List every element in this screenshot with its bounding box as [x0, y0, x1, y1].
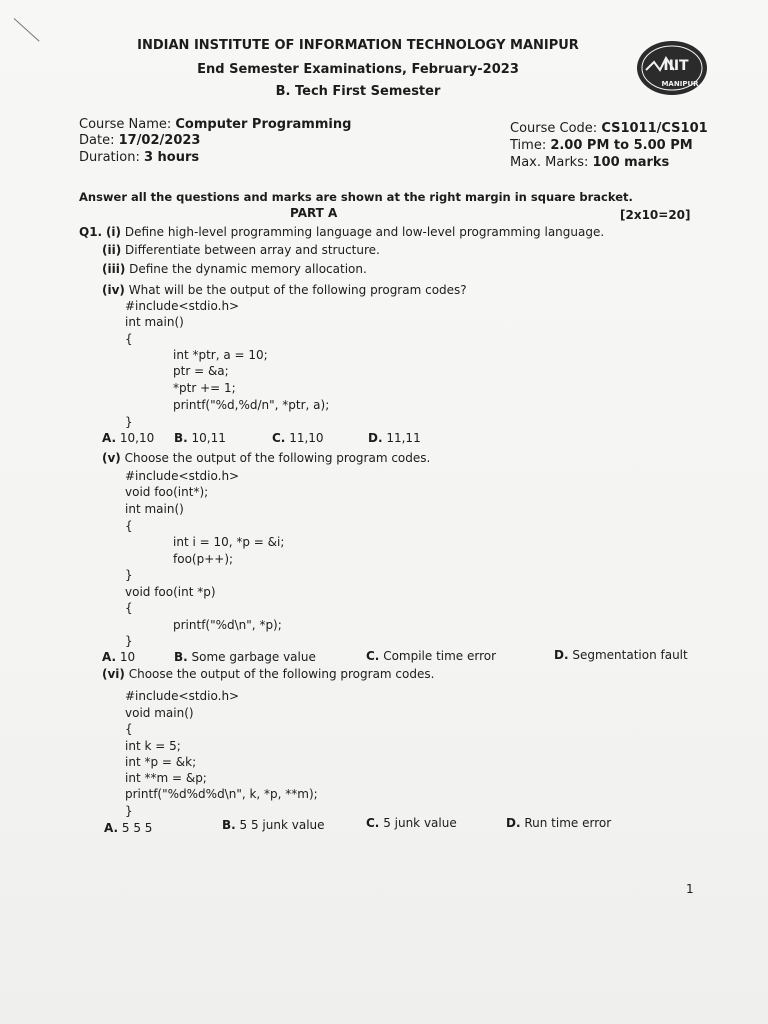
code-line: {: [125, 519, 133, 533]
option-label: A.: [102, 650, 117, 664]
sub-question-number: (iii): [102, 262, 126, 276]
code-line: }: [125, 568, 133, 582]
question-1-i: [79, 225, 604, 239]
code-line: }: [125, 634, 133, 648]
max-marks-row: [510, 155, 669, 170]
code-line: {: [125, 601, 133, 615]
option-d: [506, 816, 611, 830]
page-number: 1: [686, 882, 694, 896]
code-line: int **m = &p;: [125, 771, 207, 785]
max-marks-label: Max. Marks:: [510, 155, 593, 170]
code-line: int *p = &k;: [125, 755, 197, 769]
sub-question-text: Choose the output of the following program codes.: [120, 451, 431, 465]
option-label: A.: [102, 431, 117, 445]
code-line: int main(): [125, 315, 184, 329]
code-line: printf("%d\n", *p);: [173, 618, 282, 632]
option-b: [174, 650, 316, 664]
code-line: ptr = &a;: [173, 364, 229, 378]
option-c: [272, 431, 324, 445]
code-line: int main(): [125, 502, 184, 516]
code-line: foo(p++);: [173, 552, 234, 566]
date-label: Date:: [79, 133, 119, 148]
option-label: C.: [366, 816, 380, 830]
sub-question-text: Define high-level programming language and low-level programming language.: [121, 225, 605, 239]
option-text: 5 junk value: [379, 816, 457, 830]
semester-title: B. Tech First Semester: [275, 84, 441, 99]
sub-question-text: Define the dynamic memory allocation.: [125, 262, 367, 276]
course-code-value: CS1011/CS101: [601, 121, 708, 136]
instructions: Answer all the questions and marks are shown at the right margin in square bracket.: [79, 190, 633, 204]
course-name-row: [79, 117, 351, 132]
option-d: [368, 431, 421, 445]
option-text: 10,10: [116, 431, 155, 445]
code-line: void foo(int *p): [125, 585, 216, 599]
option-b: [222, 818, 325, 832]
time-row: [510, 138, 693, 153]
part-marks: [2x10=20]: [620, 208, 691, 222]
code-line: {: [125, 722, 133, 736]
option-label: B.: [174, 650, 188, 664]
logo-text-bottom: MANIPUR: [661, 80, 699, 88]
question-number: Q1.: [79, 225, 103, 239]
course-name-value: Computer Programming: [175, 117, 352, 132]
option-text: 5 5 junk value: [235, 818, 325, 832]
sub-question-number: (iv): [102, 283, 125, 297]
code-line: }: [125, 804, 133, 818]
code-line: int *ptr, a = 10;: [173, 348, 268, 362]
time-label: Time:: [510, 138, 551, 153]
question-1-ii: [102, 243, 380, 257]
code-line: int k = 5;: [125, 739, 181, 753]
option-a: [102, 650, 135, 664]
question-1-vi: [102, 667, 434, 681]
code-line: void main(): [125, 706, 194, 720]
option-label: C.: [366, 649, 380, 663]
option-text: Run time error: [520, 816, 612, 830]
option-text: 11,11: [382, 431, 421, 445]
option-a: [104, 821, 152, 835]
course-code-label: Course Code:: [510, 121, 602, 136]
code-line: printf("%d%d%d\n", k, *p, **m);: [125, 787, 318, 801]
sub-question-number: (ii): [102, 243, 122, 257]
code-line: *ptr += 1;: [173, 381, 236, 395]
option-label: D.: [506, 816, 521, 830]
code-line: }: [125, 415, 133, 429]
option-d: [554, 648, 688, 662]
option-label: C.: [272, 431, 286, 445]
sub-question-text: Differentiate between array and structure.: [121, 243, 380, 257]
option-text: Segmentation fault: [568, 648, 688, 662]
sub-question-text: Choose the output of the following program codes.: [124, 667, 435, 681]
logo-text-top: IIIT: [663, 58, 689, 74]
option-label: B.: [174, 431, 188, 445]
sub-question-number: (i): [105, 225, 122, 239]
question-1-iv: [102, 283, 467, 297]
option-c: [366, 649, 496, 663]
sub-question-text: What will be the output of the following program codes?: [124, 283, 467, 297]
question-1-v: [102, 451, 430, 465]
course-code-row: [510, 121, 708, 136]
sub-question-number: (vi): [102, 667, 125, 681]
date-value: 17/02/2023: [118, 133, 201, 148]
date-row: [79, 133, 200, 148]
option-text: Some garbage value: [187, 650, 316, 664]
max-marks-value: 100 marks: [592, 155, 670, 170]
sub-question-number: (v): [102, 451, 121, 465]
code-line: #include<stdio.h>: [125, 689, 240, 703]
duration-label: Duration:: [79, 150, 144, 165]
duration-value: 3 hours: [143, 150, 200, 165]
option-label: D.: [554, 648, 569, 662]
option-a: [102, 431, 154, 445]
option-label: B.: [222, 818, 236, 832]
question-1-iii: [102, 262, 367, 276]
course-name-label: Course Name:: [79, 117, 176, 132]
option-text: 10: [116, 650, 136, 664]
option-text: 5 5 5: [118, 821, 153, 835]
option-label: A.: [104, 821, 119, 835]
option-c: [366, 816, 457, 830]
option-b: [174, 431, 226, 445]
option-label: D.: [368, 431, 383, 445]
code-line: int i = 10, *p = &i;: [173, 535, 285, 549]
option-text: 10,11: [187, 431, 226, 445]
option-text: 11,10: [285, 431, 324, 445]
time-value: 2.00 PM to 5.00 PM: [550, 138, 693, 153]
institute-name: INDIAN INSTITUTE OF INFORMATION TECHNOLOGY MANIPUR: [137, 38, 579, 53]
option-text: Compile time error: [379, 649, 497, 663]
code-line: #include<stdio.h>: [125, 299, 240, 313]
duration-row: [79, 150, 199, 165]
code-line: void foo(int*);: [125, 485, 209, 499]
iiit-manipur-logo-icon: [636, 40, 708, 96]
exam-title: End Semester Examinations, February-2023: [197, 62, 519, 77]
code-line: {: [125, 332, 133, 346]
code-line: #include<stdio.h>: [125, 469, 240, 483]
part-title: PART A: [290, 206, 338, 220]
code-line: printf("%d,%d/n", *ptr, a);: [173, 398, 330, 412]
